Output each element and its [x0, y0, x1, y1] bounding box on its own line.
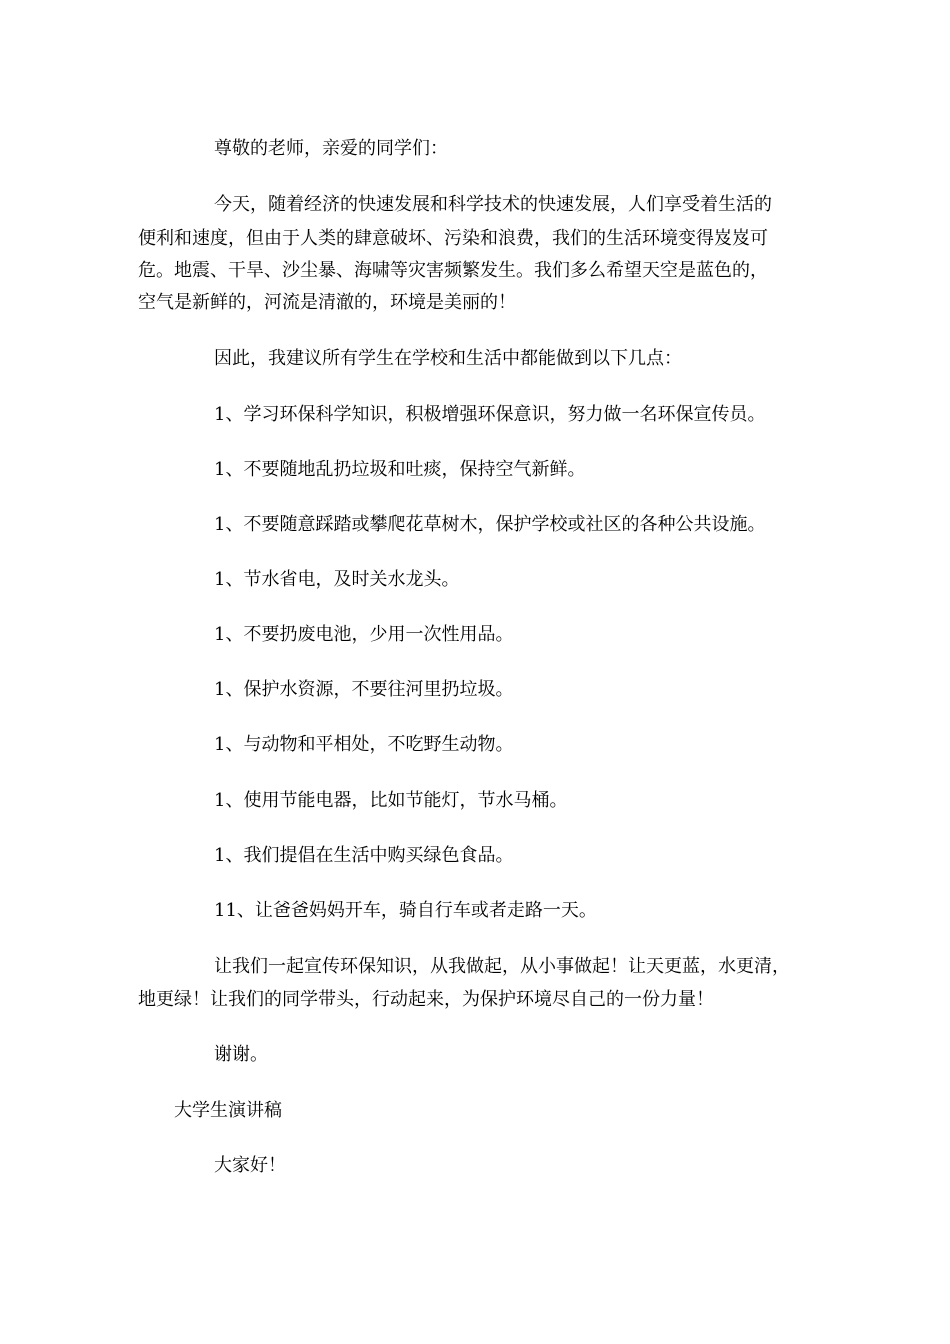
list-item: 1、学习环保科学知识，积极增强环保意识，努力做一名环保宣传员。 — [214, 404, 766, 425]
list-item: 11、让爸爸妈妈开车，骑自行车或者走路一天。 — [214, 900, 597, 921]
greeting: 尊敬的老师，亲爱的同学们： — [214, 138, 448, 159]
list-item: 1、我们提倡在生活中购买绿色食品。 — [214, 845, 514, 866]
intro-line-1: 今天，随着经济的快速发展和科学技术的快速发展，人们享受着生活的 — [214, 194, 772, 215]
intro-line-2: 便利和速度，但由于人类的肆意破坏、污染和浪费，我们的生活环境变得岌岌可 — [138, 228, 768, 249]
proposal-intro: 因此，我建议所有学生在学校和生活中都能做到以下几点： — [214, 348, 682, 369]
list-item: 1、与动物和平相处，不吃野生动物。 — [214, 734, 514, 755]
list-item: 1、不要扔废电池，少用一次性用品。 — [214, 624, 514, 645]
thanks: 谢谢。 — [214, 1044, 268, 1065]
intro-line-3: 危。地震、干旱、沙尘暴、海啸等灾害频繁发生。我们多么希望天空是蓝色的， — [138, 260, 768, 281]
list-item: 1、节水省电，及时关水龙头。 — [214, 569, 460, 590]
intro-line-4: 空气是新鲜的，河流是清澈的，环境是美丽的！ — [138, 292, 516, 313]
next-greeting: 大家好！ — [214, 1155, 286, 1176]
section-title: 大学生演讲稿 — [174, 1100, 282, 1121]
closing-line-1: 让我们一起宣传环保知识，从我做起，从小事做起！让天更蓝，水更清， — [214, 956, 790, 977]
list-item: 1、使用节能电器，比如节能灯，节水马桶。 — [214, 790, 568, 811]
closing-line-2: 地更绿！让我们的同学带头，行动起来，为保护环境尽自己的一份力量！ — [138, 989, 714, 1010]
list-item: 1、不要随意踩踏或攀爬花草树木，保护学校或社区的各种公共设施。 — [214, 514, 766, 535]
list-item: 1、不要随地乱扔垃圾和吐痰，保持空气新鲜。 — [214, 459, 586, 480]
list-item: 1、保护水资源，不要往河里扔垃圾。 — [214, 679, 514, 700]
